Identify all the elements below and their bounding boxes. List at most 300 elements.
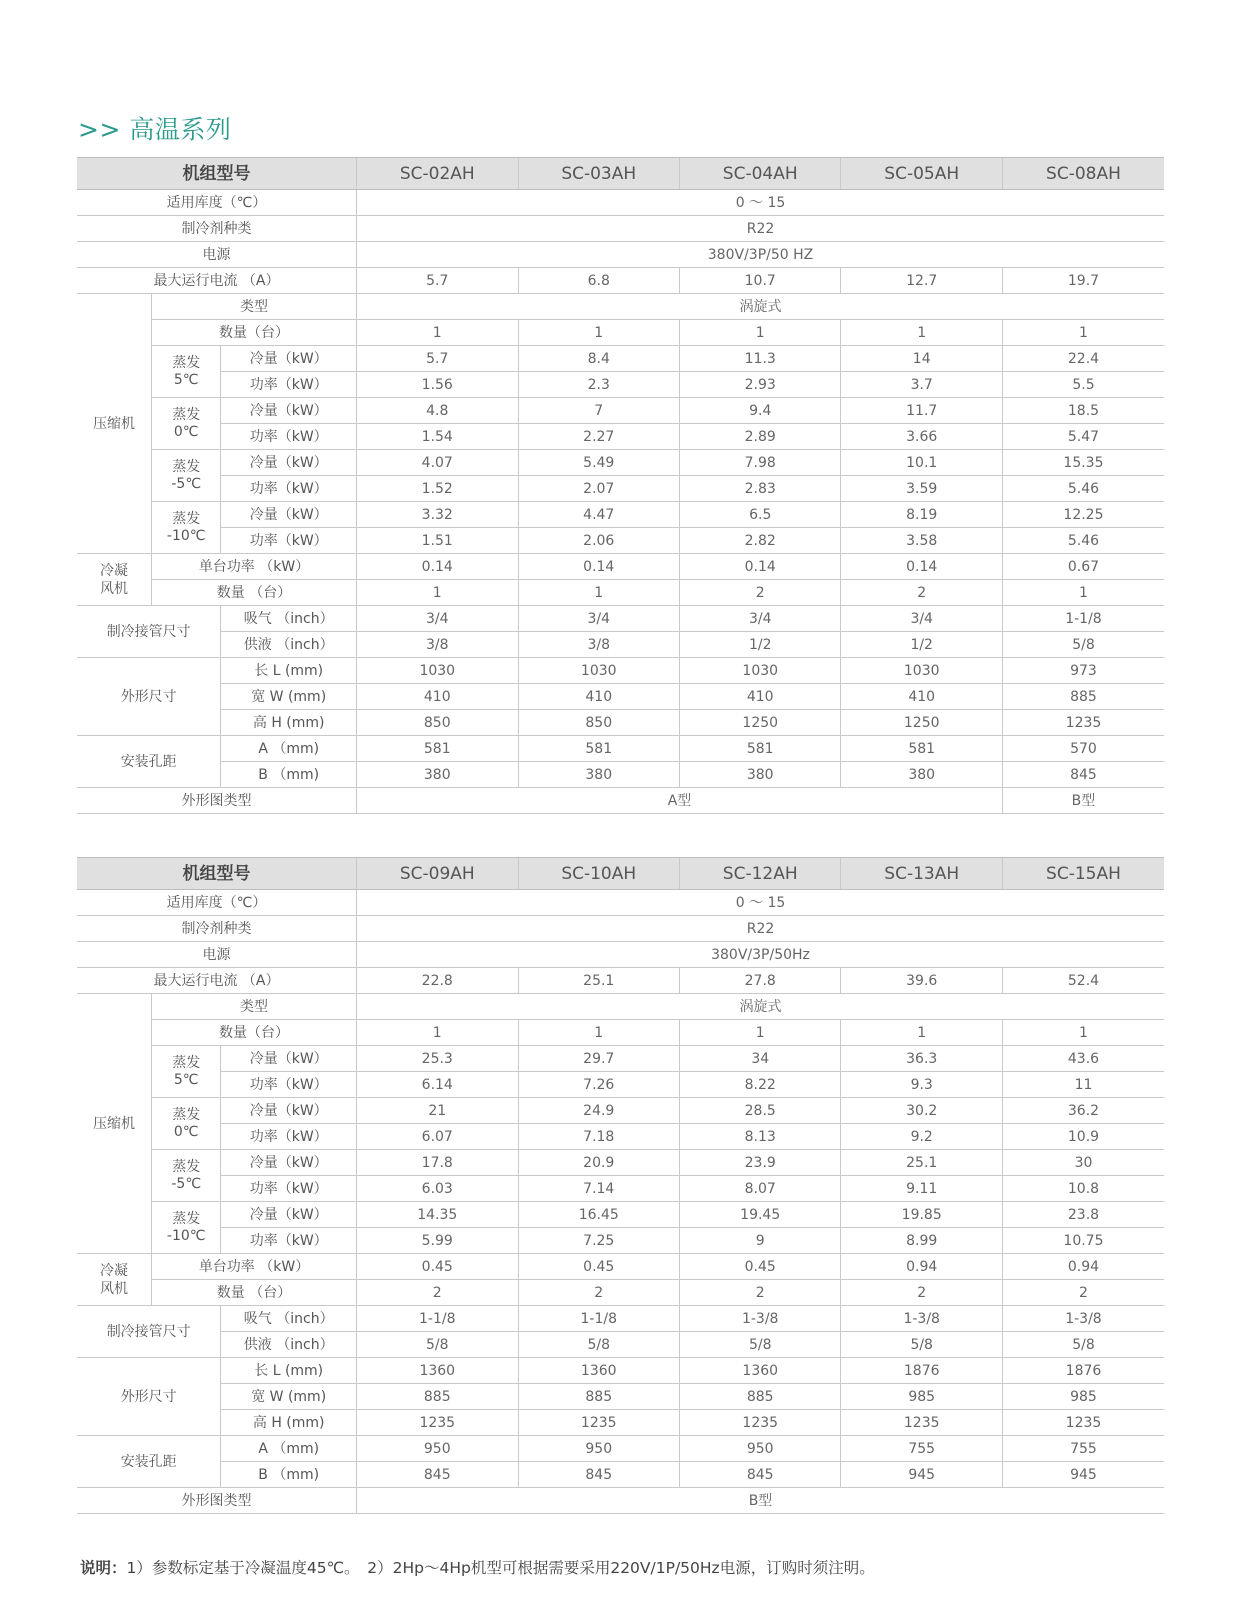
compressor-qty-value: 1: [679, 1020, 840, 1046]
compressor-qty-label: 数量（台）: [152, 320, 357, 346]
fan-power-value: 0.45: [518, 1254, 679, 1280]
compressor-qty-row: [77, 1020, 1164, 1046]
width-value: 885: [518, 1384, 679, 1410]
fan-power-label: 单台功率 （kW）: [152, 554, 357, 580]
evap-m5-cooling-row: [77, 450, 1164, 476]
compressor-type-row: [77, 994, 1164, 1020]
cooling-label: 冷量（kW）: [221, 502, 357, 528]
evap-m5-cooling-value: 4.07: [357, 450, 518, 476]
fan-power-row: [77, 554, 1164, 580]
liquid-value: 5/8: [357, 1332, 518, 1358]
fan-power-label: 单台功率 （kW）: [152, 1254, 357, 1280]
hole-b-row: [77, 1462, 1164, 1488]
model-name: SC-13AH: [841, 858, 1002, 890]
dimensions-label: 外形尺寸: [77, 1358, 221, 1436]
compressor-qty-label: 数量（台）: [152, 1020, 357, 1046]
evap-0-cooling-row: [77, 1098, 1164, 1124]
evap-m5-label: 蒸发 -5℃: [152, 1150, 221, 1202]
width-value: 885: [357, 1384, 518, 1410]
hole-a-value: 570: [1002, 736, 1164, 762]
hole-a-value: 755: [841, 1436, 1002, 1462]
evap-5-cooling-value: 43.6: [1002, 1046, 1164, 1072]
width-value: 885: [1002, 684, 1164, 710]
height-value: 1250: [679, 710, 840, 736]
drawing-type-a: A型: [357, 788, 1003, 814]
evap-0-power-value: 3.66: [841, 424, 1002, 450]
height-value: 1235: [1002, 1410, 1164, 1436]
fan-power-value: 0.14: [357, 554, 518, 580]
suction-row: [77, 606, 1164, 632]
liquid-value: 1/2: [841, 632, 1002, 658]
evap-m5-cooling-value: 5.49: [518, 450, 679, 476]
evap-m5-power-value: 1.52: [357, 476, 518, 502]
max-current-value: 52.4: [1002, 968, 1164, 994]
hole-b-value: 380: [518, 762, 679, 788]
suction-value: 1-1/8: [1002, 606, 1164, 632]
evap-m10-cooling-value: 6.5: [679, 502, 840, 528]
evap-5-cooling-row: [77, 346, 1164, 372]
suction-value: 1-1/8: [518, 1306, 679, 1332]
hole-a-value: 581: [679, 736, 840, 762]
hole-b-value: 945: [1002, 1462, 1164, 1488]
compressor-qty-value: 1: [841, 320, 1002, 346]
evap-m10-cooling-value: 19.85: [841, 1202, 1002, 1228]
suction-label: 吸气 （inch）: [221, 606, 357, 632]
max-current-value: 39.6: [841, 968, 1002, 994]
hole-b-row: [77, 762, 1164, 788]
evap-0-power-value: 5.47: [1002, 424, 1164, 450]
evap-m5-power-value: 2.83: [679, 476, 840, 502]
fan-qty-row: [77, 580, 1164, 606]
evap-m10-power-value: 10.75: [1002, 1228, 1164, 1254]
hole-b-value: 380: [357, 762, 518, 788]
compressor-qty-value: 1: [518, 1020, 679, 1046]
evap-m5-label: 蒸发 -5℃: [152, 450, 221, 502]
evap-m10-label: 蒸发 -10℃: [152, 1202, 221, 1254]
evap-5-label: 蒸发 5℃: [152, 1046, 221, 1098]
evap-5-power-value: 9.3: [841, 1072, 1002, 1098]
evap-m5-cooling-value: 30: [1002, 1150, 1164, 1176]
max-current-value: 12.7: [841, 268, 1002, 294]
height-value: 1235: [841, 1410, 1002, 1436]
hole-a-row: [77, 736, 1164, 762]
evap-m5-power-row: [77, 476, 1164, 502]
max-current-value: 6.8: [518, 268, 679, 294]
refrigerant-label: 制冷剂种类: [77, 216, 357, 242]
length-value: 1876: [1002, 1358, 1164, 1384]
liquid-row: [77, 1332, 1164, 1358]
evap-m5-cooling-value: 7.98: [679, 450, 840, 476]
height-value: 1235: [357, 1410, 518, 1436]
fan-power-value: 0.45: [679, 1254, 840, 1280]
header-row: [77, 158, 1164, 190]
compressor-type-label: 类型: [152, 294, 357, 320]
height-row: [77, 710, 1164, 736]
evap-m5-power-value: 9.11: [841, 1176, 1002, 1202]
fan-power-value: 0.14: [518, 554, 679, 580]
model-name: SC-05AH: [841, 158, 1002, 190]
model-name: SC-15AH: [1002, 858, 1164, 890]
evap-m10-cooling-value: 12.25: [1002, 502, 1164, 528]
evap-0-cooling-value: 30.2: [841, 1098, 1002, 1124]
hole-a-label: A （mm): [221, 736, 357, 762]
fan-power-value: 0.94: [1002, 1254, 1164, 1280]
fan-power-row: [77, 1254, 1164, 1280]
compressor-type-value: 涡旋式: [357, 294, 1164, 320]
evap-0-label: 蒸发 0℃: [152, 398, 221, 450]
evap-m10-cooling-value: 23.8: [1002, 1202, 1164, 1228]
max-current-value: 10.7: [679, 268, 840, 294]
evap-5-cooling-value: 22.4: [1002, 346, 1164, 372]
evap-5-label: 蒸发 5℃: [152, 346, 221, 398]
evap-0-cooling-value: 7: [518, 398, 679, 424]
evap-5-power-value: 2.3: [518, 372, 679, 398]
liquid-value: 3/8: [518, 632, 679, 658]
evap-m10-cooling-row: [77, 1202, 1164, 1228]
width-row: [77, 1384, 1164, 1410]
height-value: 1235: [1002, 710, 1164, 736]
page-title: >> 高温系列: [78, 115, 232, 144]
evap-m5-power-value: 3.59: [841, 476, 1002, 502]
length-row: [77, 658, 1164, 684]
hole-a-value: 581: [518, 736, 679, 762]
fan-qty-value: 2: [841, 1280, 1002, 1306]
width-value: 410: [518, 684, 679, 710]
evap-0-power-value: 1.54: [357, 424, 518, 450]
power-label: 功率（kW）: [221, 1176, 357, 1202]
hole-a-value: 950: [679, 1436, 840, 1462]
evap-0-power-value: 9.2: [841, 1124, 1002, 1150]
pipe-label: 制冷接管尺寸: [77, 1306, 221, 1358]
model-name: SC-03AH: [518, 158, 679, 190]
cooling-label: 冷量（kW）: [221, 1150, 357, 1176]
liquid-value: 5/8: [1002, 1332, 1164, 1358]
fan-power-value: 0.14: [679, 554, 840, 580]
evap-5-power-value: 1.56: [357, 372, 518, 398]
evap-0-power-value: 2.27: [518, 424, 679, 450]
cooling-label: 冷量（kW）: [221, 398, 357, 424]
evap-0-power-row: [77, 1124, 1164, 1150]
height-value: 850: [357, 710, 518, 736]
evap-m10-cooling-value: 19.45: [679, 1202, 840, 1228]
hole-a-value: 581: [357, 736, 518, 762]
power-supply-row: [77, 942, 1164, 968]
evap-0-label: 蒸发 0℃: [152, 1098, 221, 1150]
fan-qty-value: 2: [679, 1280, 840, 1306]
refrigerant-row: [77, 216, 1164, 242]
evap-5-power-value: 7.26: [518, 1072, 679, 1098]
temp-range-row: [77, 190, 1164, 216]
suction-value: 1-3/8: [1002, 1306, 1164, 1332]
drawing-type-b: B型: [1002, 788, 1164, 814]
evap-0-cooling-value: 18.5: [1002, 398, 1164, 424]
cooling-label: 冷量（kW）: [221, 1098, 357, 1124]
drawing-type-row: [77, 1488, 1164, 1514]
mount-label: 安装孔距: [77, 736, 221, 788]
evap-m5-power-value: 2.07: [518, 476, 679, 502]
height-label: 高 H (mm): [221, 1410, 357, 1436]
evap-5-cooling-value: 25.3: [357, 1046, 518, 1072]
evap-0-cooling-row: [77, 398, 1164, 424]
fan-power-value: 0.67: [1002, 554, 1164, 580]
evap-0-cooling-value: 4.8: [357, 398, 518, 424]
hole-a-label: A （mm): [221, 1436, 357, 1462]
max-current-label: 最大运行电流 （A）: [77, 968, 357, 994]
liquid-value: 3/8: [357, 632, 518, 658]
temp-range-value: 0 ～ 15: [357, 190, 1164, 216]
length-label: 长 L (mm): [221, 658, 357, 684]
evap-5-cooling-value: 29.7: [518, 1046, 679, 1072]
suction-value: 3/4: [357, 606, 518, 632]
model-name: SC-12AH: [679, 858, 840, 890]
liquid-label: 供液 （inch）: [221, 632, 357, 658]
cooling-label: 冷量（kW）: [221, 1046, 357, 1072]
power-label: 功率（kW）: [221, 1228, 357, 1254]
evap-5-power-value: 2.93: [679, 372, 840, 398]
refrigerant-row: [77, 916, 1164, 942]
mount-label: 安装孔距: [77, 1436, 221, 1488]
drawing-type-row: [77, 788, 1164, 814]
length-value: 973: [1002, 658, 1164, 684]
evap-5-cooling-value: 34: [679, 1046, 840, 1072]
fan-qty-label: 数量 （台）: [152, 1280, 357, 1306]
evap-m5-cooling-value: 23.9: [679, 1150, 840, 1176]
hole-a-value: 581: [841, 736, 1002, 762]
max-current-value: 27.8: [679, 968, 840, 994]
hole-a-row: [77, 1436, 1164, 1462]
evap-0-power-row: [77, 424, 1164, 450]
evap-m10-power-value: 1.51: [357, 528, 518, 554]
evap-0-power-value: 10.9: [1002, 1124, 1164, 1150]
suction-value: 3/4: [518, 606, 679, 632]
length-value: 1030: [841, 658, 1002, 684]
width-value: 885: [679, 1384, 840, 1410]
evap-m10-cooling-value: 4.47: [518, 502, 679, 528]
power-supply-row: [77, 242, 1164, 268]
suction-label: 吸气 （inch）: [221, 1306, 357, 1332]
evap-0-cooling-value: 9.4: [679, 398, 840, 424]
evap-m10-cooling-row: [77, 502, 1164, 528]
liquid-value: 5/8: [841, 1332, 1002, 1358]
suction-value: 1-3/8: [679, 1306, 840, 1332]
pipe-label: 制冷接管尺寸: [77, 606, 221, 658]
power-label: 功率（kW）: [221, 424, 357, 450]
cooling-label: 冷量（kW）: [221, 346, 357, 372]
suction-value: 1-1/8: [357, 1306, 518, 1332]
height-value: 1235: [518, 1410, 679, 1436]
height-row: [77, 1410, 1164, 1436]
evap-m10-power-value: 3.58: [841, 528, 1002, 554]
max-current-row: [77, 968, 1164, 994]
compressor-type-value: 涡旋式: [357, 994, 1164, 1020]
evap-m5-power-value: 5.46: [1002, 476, 1164, 502]
evap-m10-cooling-value: 16.45: [518, 1202, 679, 1228]
hole-b-value: 845: [518, 1462, 679, 1488]
length-value: 1030: [518, 658, 679, 684]
model-name: SC-02AH: [357, 158, 518, 190]
footnote: [80, 1556, 875, 1578]
hole-b-label: B （mm): [221, 1462, 357, 1488]
cooling-label: 冷量（kW）: [221, 450, 357, 476]
footnote-text: 1）参数标定基于冷凝温度45℃。 2）2Hp～4Hp机型可根据需要采用220V/1P/50Hz电源，订购时须注明。: [126, 1559, 875, 1577]
temp-range-row: [77, 890, 1164, 916]
max-current-value: 22.8: [357, 968, 518, 994]
evap-m5-power-value: 7.14: [518, 1176, 679, 1202]
suction-value: 1-3/8: [841, 1306, 1002, 1332]
evap-0-cooling-value: 24.9: [518, 1098, 679, 1124]
model-name: SC-09AH: [357, 858, 518, 890]
evap-5-power-row: [77, 1072, 1164, 1098]
fan-qty-value: 2: [679, 580, 840, 606]
power-supply-value: 380V/3P/50Hz: [357, 942, 1164, 968]
hole-b-value: 380: [679, 762, 840, 788]
max-current-value: 19.7: [1002, 268, 1164, 294]
fan-qty-value: 2: [518, 1280, 679, 1306]
hole-a-value: 950: [357, 1436, 518, 1462]
hole-b-label: B （mm): [221, 762, 357, 788]
hole-b-value: 845: [357, 1462, 518, 1488]
width-row: [77, 684, 1164, 710]
length-value: 1030: [357, 658, 518, 684]
length-value: 1876: [841, 1358, 1002, 1384]
fan-power-value: 0.94: [841, 1254, 1002, 1280]
fan-qty-label: 数量 （台）: [152, 580, 357, 606]
evap-m10-cooling-value: 14.35: [357, 1202, 518, 1228]
evap-m5-cooling-value: 25.1: [841, 1150, 1002, 1176]
compressor-qty-value: 1: [518, 320, 679, 346]
max-current-value: 5.7: [357, 268, 518, 294]
evap-5-cooling-value: 11.3: [679, 346, 840, 372]
evap-m5-cooling-value: 17.8: [357, 1150, 518, 1176]
hole-b-value: 380: [841, 762, 1002, 788]
model-header-label: 机组型号: [77, 158, 357, 190]
evap-5-power-value: 11: [1002, 1072, 1164, 1098]
height-value: 850: [518, 710, 679, 736]
evap-5-cooling-value: 5.7: [357, 346, 518, 372]
compressor-qty-row: [77, 320, 1164, 346]
fan-qty-value: 2: [841, 580, 1002, 606]
fan-qty-value: 2: [357, 1280, 518, 1306]
max-current-row: [77, 268, 1164, 294]
evap-m10-power-value: 2.06: [518, 528, 679, 554]
evap-m5-cooling-row: [77, 1150, 1164, 1176]
model-name: SC-08AH: [1002, 158, 1164, 190]
evap-m5-cooling-value: 20.9: [518, 1150, 679, 1176]
evap-5-power-value: 6.14: [357, 1072, 518, 1098]
compressor-label: 压缩机: [77, 994, 152, 1254]
evap-0-power-value: 2.89: [679, 424, 840, 450]
evap-m10-power-row: [77, 528, 1164, 554]
temp-range-label: 适用库度（℃）: [77, 890, 357, 916]
liquid-value: 1/2: [679, 632, 840, 658]
max-current-value: 25.1: [518, 968, 679, 994]
fan-power-value: 0.45: [357, 1254, 518, 1280]
height-label: 高 H (mm): [221, 710, 357, 736]
height-value: 1235: [679, 1410, 840, 1436]
compressor-qty-value: 1: [1002, 320, 1164, 346]
power-supply-label: 电源: [77, 942, 357, 968]
evap-m10-label: 蒸发 -10℃: [152, 502, 221, 554]
power-label: 功率（kW）: [221, 528, 357, 554]
evap-m10-cooling-value: 8.19: [841, 502, 1002, 528]
temp-range-label: 适用库度（℃）: [77, 190, 357, 216]
liquid-value: 5/8: [1002, 632, 1164, 658]
drawing-type-value: B型: [357, 1488, 1164, 1514]
evap-5-cooling-row: [77, 1046, 1164, 1072]
fan-label: 冷凝 风机: [77, 554, 152, 606]
refrigerant-value: R22: [357, 216, 1164, 242]
evap-0-cooling-value: 28.5: [679, 1098, 840, 1124]
suction-value: 3/4: [679, 606, 840, 632]
suction-row: [77, 1306, 1164, 1332]
fan-qty-value: 1: [518, 580, 679, 606]
power-label: 功率（kW）: [221, 1124, 357, 1150]
evap-m10-cooling-value: 3.32: [357, 502, 518, 528]
compressor-type-label: 类型: [152, 994, 357, 1020]
width-label: 宽 W (mm): [221, 1384, 357, 1410]
length-row: [77, 1358, 1164, 1384]
evap-0-cooling-value: 21: [357, 1098, 518, 1124]
compressor-qty-value: 1: [357, 1020, 518, 1046]
length-value: 1360: [518, 1358, 679, 1384]
compressor-qty-value: 1: [357, 320, 518, 346]
fan-power-value: 0.14: [841, 554, 1002, 580]
evap-5-cooling-value: 36.3: [841, 1046, 1002, 1072]
length-value: 1030: [679, 658, 840, 684]
width-value: 410: [679, 684, 840, 710]
max-current-label: 最大运行电流 （A）: [77, 268, 357, 294]
width-label: 宽 W (mm): [221, 684, 357, 710]
evap-5-power-row: [77, 372, 1164, 398]
power-supply-label: 电源: [77, 242, 357, 268]
suction-value: 3/4: [841, 606, 1002, 632]
compressor-qty-value: 1: [841, 1020, 1002, 1046]
hole-b-value: 945: [841, 1462, 1002, 1488]
liquid-value: 5/8: [518, 1332, 679, 1358]
length-label: 长 L (mm): [221, 1358, 357, 1384]
power-label: 功率（kW）: [221, 476, 357, 502]
drawing-type-label: 外形图类型: [77, 1488, 357, 1514]
evap-m10-power-row: [77, 1228, 1164, 1254]
width-value: 410: [357, 684, 518, 710]
liquid-row: [77, 632, 1164, 658]
compressor-qty-value: 1: [679, 320, 840, 346]
fan-qty-value: 1: [1002, 580, 1164, 606]
header-row: [77, 858, 1164, 890]
evap-m10-power-value: 5.46: [1002, 528, 1164, 554]
width-value: 985: [1002, 1384, 1164, 1410]
compressor-label: 压缩机: [77, 294, 152, 554]
fan-qty-row: [77, 1280, 1164, 1306]
evap-m5-cooling-value: 10.1: [841, 450, 1002, 476]
evap-m5-power-row: [77, 1176, 1164, 1202]
evap-0-power-value: 7.18: [518, 1124, 679, 1150]
hole-a-value: 950: [518, 1436, 679, 1462]
evap-m5-cooling-value: 15.35: [1002, 450, 1164, 476]
model-name: SC-04AH: [679, 158, 840, 190]
temp-range-value: 0 ～ 15: [357, 890, 1164, 916]
evap-m5-power-value: 6.03: [357, 1176, 518, 1202]
compressor-type-row: [77, 294, 1164, 320]
evap-5-cooling-value: 8.4: [518, 346, 679, 372]
liquid-value: 5/8: [679, 1332, 840, 1358]
evap-m10-power-value: 5.99: [357, 1228, 518, 1254]
evap-5-power-value: 3.7: [841, 372, 1002, 398]
evap-m5-power-value: 8.07: [679, 1176, 840, 1202]
footnote-label: 说明：: [80, 1559, 127, 1577]
evap-0-cooling-value: 36.2: [1002, 1098, 1164, 1124]
evap-m5-power-value: 10.8: [1002, 1176, 1164, 1202]
